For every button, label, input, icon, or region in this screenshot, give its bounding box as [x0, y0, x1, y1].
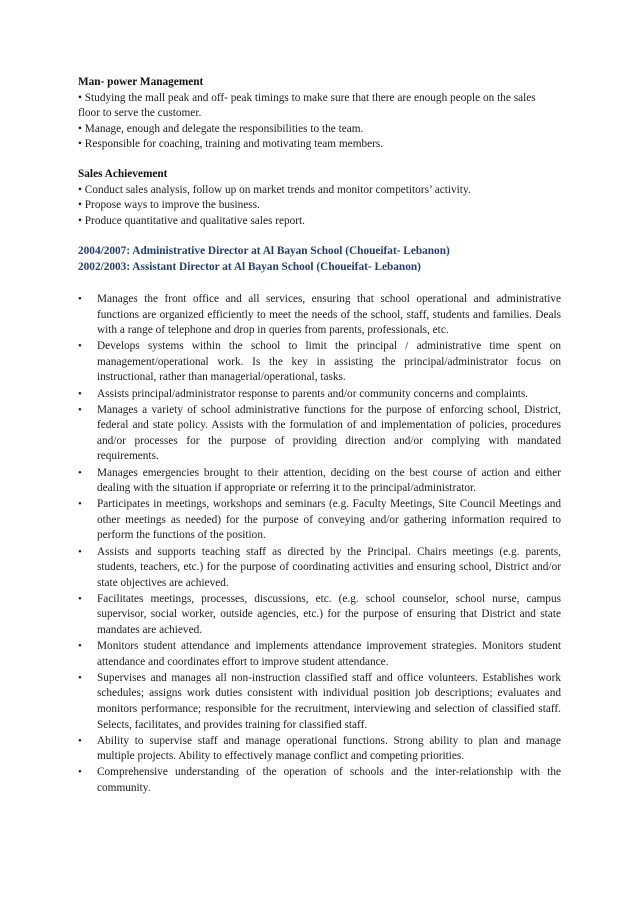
bullet-icon: • [78, 403, 82, 416]
duty-text: Participates in meetings, workshops and seminars (e.g. Faculty Meetings, Site Council Meetings and other meetings as needed) for the purpose of conveying and/or gathering information required to perform the functions of the position. [97, 498, 561, 542]
bullet-icon: • [78, 640, 82, 653]
manpower-line: floor to serve the customer. [78, 107, 202, 119]
duty-item [78, 339, 561, 386]
duty-text: Manages the front office and all services, ensuring that school operational and administrative functions are organized efficiently to meet the needs of the school, staff, students and families. Deals with a range of telephone and drop in queries from parents, professionals, etc. [97, 293, 561, 337]
bullet-icon: • [78, 592, 82, 605]
duty-text: Comprehensive understanding of the operation of schools and the inter-relationship with the community. [97, 766, 561, 794]
duty-text: Assists principal/administrator response to parents and/or community concerns and complaints. [97, 387, 529, 400]
bullet-icon: • [78, 293, 82, 305]
duty-text: Supervises and manages all non-instruction classified staff and office volunteers. Establishes work schedules; assigns work duties consistent with individual position job descriptions; evaluates and monitors performance; responsible for the recruitment, interviewing and selection of classified staff. Selects, facilitates, and provides training for classified staff. [97, 671, 561, 731]
job-title-assistant-director: 2002/2003: Assistant Director at Al Bayan School (Choueifat- Lebanon) [78, 261, 421, 273]
bullet-icon: • [78, 466, 82, 479]
duty-item [78, 592, 561, 639]
duty-item [78, 387, 561, 403]
manpower-line: • Manage, enough and delegate the responsibilities to the team. [78, 123, 364, 135]
sales-section-title: Sales Achievement [78, 168, 168, 180]
duty-text: Assists and supports teaching staff as directed by the Principal. Chairs meetings (e.g. parents, students, teachers, etc.) for the purpose of coordinating activities and ensuring school, District and/or state objectives are achieved. [97, 545, 561, 589]
job-title-administrative-director: 2004/2007: Administrative Director at Al Bayan School (Choueifat- Lebanon) [78, 245, 450, 257]
manpower-line: • Responsible for coaching, training and motivating team members. [78, 138, 384, 150]
sales-line: • Produce quantitative and qualitative sales report. [78, 215, 305, 227]
duty-text: Facilitates meetings, processes, discussions, etc. (e.g. school counselor, school nurse, campus supervisor, social worker, outside agencies, etc.) for the purpose of ensuring that District and state mandates are achieved. [97, 592, 561, 636]
bullet-icon: • [78, 766, 82, 779]
bullet-icon: • [78, 545, 82, 558]
bullet-icon: • [78, 671, 82, 684]
manpower-line: • Studying the mall peak and off- peak timings to make sure that there are enough people on the sales [78, 92, 536, 104]
duty-item [78, 497, 561, 544]
duty-item [78, 639, 561, 670]
bullet-icon: • [78, 387, 82, 400]
duty-item [78, 671, 561, 733]
duty-text: Monitors student attendance and implements attendance improvement strategies. Monitors student attendance and coordinates effort to improve student attendance. [97, 640, 561, 668]
sales-line: • Propose ways to improve the business. [78, 199, 260, 211]
duty-item [78, 292, 561, 339]
duty-text: Develops systems within the school to limit the principal / administrative time spent on management/operational work. Is the key in assisting the principal/administrator focus on instructional, rather than managerial/operational, tasks. [97, 340, 561, 384]
duty-item [78, 545, 561, 592]
duty-text: Manages a variety of school administrative functions for the purpose of enforcing school, District, federal and state policy. Assists with the formulation of and implementation of policies, procedures and/or processes for the purpose of providing direction and/or complying with mandated requirements. [97, 403, 561, 463]
sales-line: • Conduct sales analysis, follow up on market trends and monitor competitors’ activity. [78, 184, 471, 196]
duty-item [78, 466, 561, 497]
duty-item [78, 403, 561, 465]
manpower-section-title: Man- power Management [78, 76, 204, 88]
duties-list [78, 292, 561, 797]
bullet-icon: • [78, 498, 82, 511]
duty-item [78, 734, 561, 765]
duty-text: Ability to supervise staff and manage operational functions. Strong ability to plan and manage multiple projects. Ability to effectively manage conflict and competing priorities. [97, 734, 561, 763]
bullet-icon: • [78, 340, 82, 353]
bullet-icon: • [78, 734, 82, 747]
duty-item [78, 765, 561, 796]
duty-text: Manages emergencies brought to their attention, deciding on the best course of action and either dealing with the situation if appropriate or referring it to the principal/administrator. [97, 466, 561, 495]
